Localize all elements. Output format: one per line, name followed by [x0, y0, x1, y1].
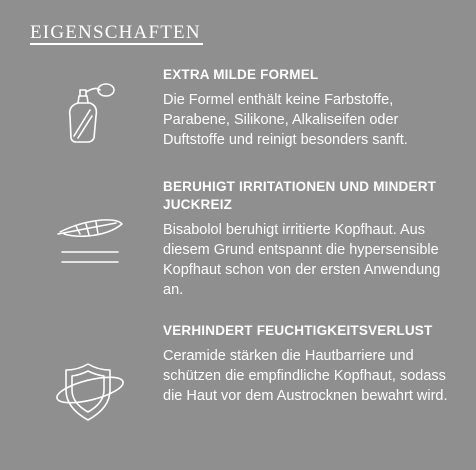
section-title: EIGENSCHAFTEN: [30, 22, 201, 43]
feather-icon: [54, 212, 130, 276]
feature-heading: BERUHIGT IRRITATIONEN UND MINDERT JUCKREIZ: [163, 179, 437, 212]
perfume-bottle-icon: [54, 76, 130, 140]
feature-description: Bisabolol beruhigt irritierte Kopfhaut. Aus diesem Grund entspannt die hypersensible Kopfhaut schon von der ersten Anwendung an.: [163, 222, 441, 298]
feature-text: [163, 178, 463, 300]
feature-text: [163, 66, 463, 150]
feature-description: Ceramide stärken die Hautbarriere und schützen die empfindliche Kopfhaut, sodass die Haut vor dem Austrocknen bewahrt wird.: [163, 348, 448, 404]
feature-description: Die Formel enthält keine Farbstoffe, Parabene, Silikone, Alkaliseifen oder Duftstoffe und reinigt besonders sanft.: [163, 92, 408, 148]
feature-heading: EXTRA MILDE FORMEL: [163, 67, 319, 82]
section-title-underline: [30, 43, 203, 45]
feature-text: [163, 322, 463, 406]
feature-heading: VERHINDERT FEUCHTIGKEITSVERLUST: [163, 323, 433, 338]
shield-icon: [54, 360, 130, 424]
